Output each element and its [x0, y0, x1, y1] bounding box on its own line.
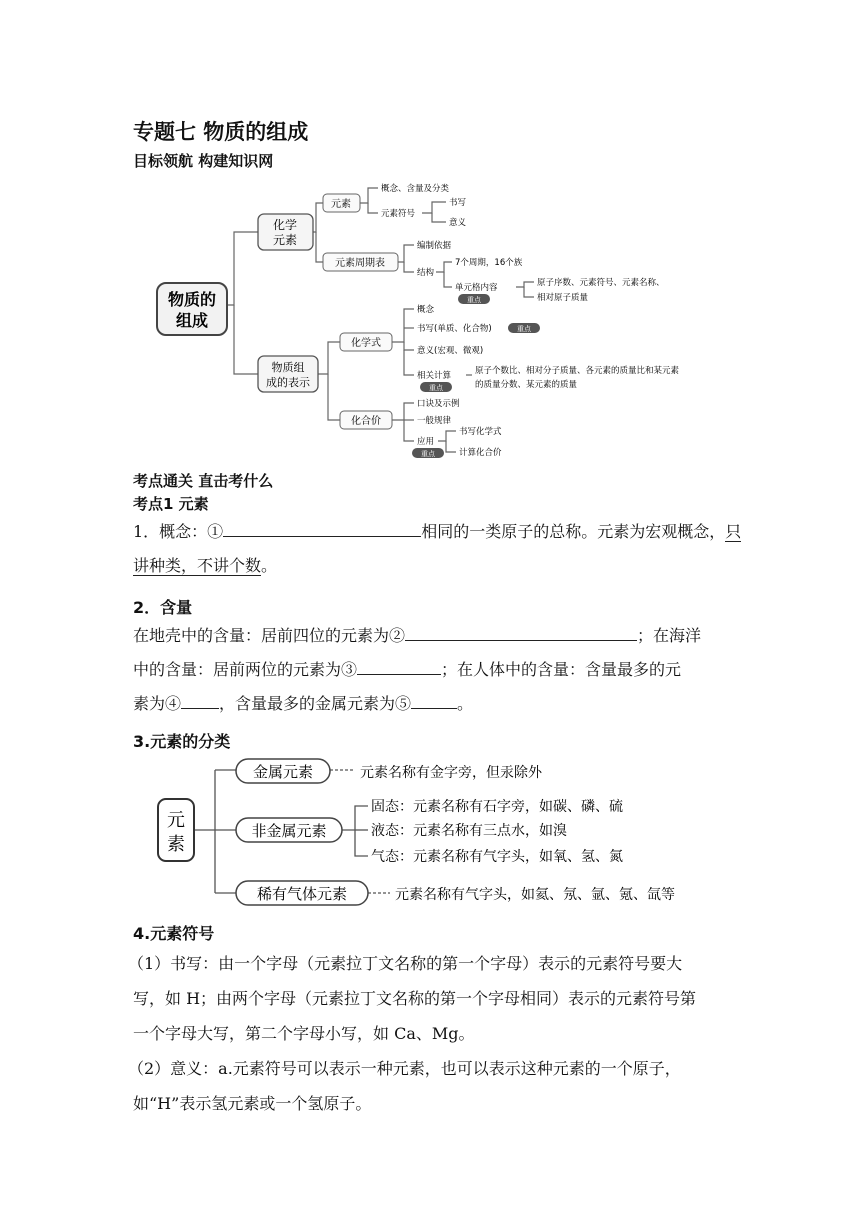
mindmap-cell-content-line2: 相对原子质量	[537, 293, 589, 303]
mindmap-branch1-line2: 元素	[272, 233, 298, 247]
mindmap-valence-application: 应用	[417, 437, 435, 447]
content-text-d: ；在人体中的含量：含量最多的元	[441, 660, 682, 679]
mindmap-periodic-label: 元素周期表	[335, 258, 385, 269]
rare-gas-note: 元素名称有气字头，如氦、氖、氩、氪、氙等	[395, 887, 675, 903]
mindmap-branch2-line1: 物质组	[271, 361, 305, 374]
mindmap-valence-rhyme: 口诀及示例	[417, 399, 460, 409]
classification-heading: 3.元素的分类	[133, 732, 231, 751]
symbol-heading: 4.元素符号	[133, 924, 215, 943]
nonmetal-gas: 气态：元素名称有气字头，如氧、氢、氮	[371, 849, 623, 865]
rare-gas-element-label: 稀有气体元素	[256, 885, 348, 903]
mindmap-calc-line1: 原子个数比、相对分子质量、各元素的质量比和某元素	[475, 366, 680, 376]
mindmap-formula-concept: 概念	[417, 305, 435, 315]
concept-label: 1．概念：①	[133, 522, 224, 541]
mindmap-symbol-writing: 书写	[449, 198, 467, 208]
mindmap-periodic-basis: 编制依据	[417, 241, 452, 251]
content-text-e: 素为④	[133, 694, 182, 713]
topic-1-heading: 考点1 元素	[133, 495, 209, 513]
section-subtitle-1: 目标领航 构建知识网	[133, 152, 274, 170]
symbol-writing-line-2: 写，如 H；由两个字母（元素拉丁文名称的第一个字母相同）表示的元素符号第	[133, 989, 697, 1008]
mindmap-valence-rules: 一般规律	[417, 416, 452, 426]
nonmetal-element-label: 非金属元素	[251, 822, 327, 840]
mindmap-badge-2-text: 重点	[517, 325, 531, 333]
page-title: 专题七 物质的组成	[133, 120, 309, 144]
mindmap-formula-label: 化学式	[351, 338, 381, 349]
symbol-meaning-line-2: 如“H”表示氢元素或一个氢原子。	[133, 1094, 372, 1113]
mindmap-app-calc-valence: 计算化合价	[459, 448, 502, 458]
section-subtitle-2: 考点通关 直击考什么	[133, 472, 274, 490]
mindmap-calc-line2: 的质量分数、某元素的质量	[475, 380, 578, 390]
mindmap-branch1-line1: 化学	[272, 218, 298, 232]
symbol-meaning-line-1: （2）意义：a.元素符号可以表示一种元素，也可以表示这种元素的一个原子，	[128, 1059, 681, 1078]
content-text-f: ，含量最多的金属元素为⑤	[219, 694, 412, 713]
mindmap-structure-periods: 7个周期，16个族	[455, 258, 523, 268]
mindmap-formula-writing: 书写(单质、化合物)	[417, 324, 492, 334]
mindmap-badge-1-text: 重点	[467, 296, 481, 304]
mindmap-periodic-structure: 结构	[417, 268, 435, 278]
concept-text: 相同的一类原子的总称。元素为宏观概念，	[421, 522, 726, 541]
mindmap-badge-3-text: 重点	[429, 384, 443, 392]
mindmap-cell-content-line1: 原子序数、元素符号、元素名称、	[537, 278, 665, 288]
concept-end: 。	[261, 556, 278, 575]
mindmap-root-line2: 组成	[175, 311, 209, 330]
mindmap-symbol-label: 元素符号	[381, 209, 416, 219]
mindmap-branch2-line2: 成的表示	[266, 376, 310, 389]
mindmap-valence-label: 化合价	[351, 416, 381, 427]
mindmap-element-child: 概念、含量及分类	[381, 184, 450, 194]
nonmetal-solid: 固态：元素名称有石字旁，如碳、磷、硫	[371, 799, 623, 815]
classification-root-line1: 元	[167, 810, 185, 831]
content-text-a: 在地壳中的含量：居前四位的元素为②	[133, 626, 406, 645]
content-text-g: 。	[457, 694, 474, 713]
mindmap-structure-cell: 单元格内容	[455, 283, 498, 293]
concept-underlined-2: 讲种类，不讲个数	[133, 556, 262, 575]
metal-element-label: 金属元素	[252, 763, 314, 781]
symbol-writing-line-1: （1）书写：由一个字母（元素拉丁文名称的第一个字母）表示的元素符号要大	[128, 954, 683, 973]
content-heading: 2．含量	[133, 598, 193, 617]
content-text-b: ；在海洋	[637, 626, 702, 645]
symbol-writing-line-3: 一个字母大写，第二个字母小写，如 Ca、Mg。	[133, 1024, 475, 1043]
mindmap-symbol-meaning: 意义	[449, 218, 467, 228]
mindmap-formula-calc: 相关计算	[417, 371, 452, 381]
metal-element-note: 元素名称有金字旁，但汞除外	[360, 765, 542, 781]
mindmap-formula-meaning: 意义(宏观、微观)	[417, 346, 484, 356]
mindmap-app-write-formula: 书写化学式	[459, 427, 502, 437]
mindmap-element-label: 元素	[331, 199, 351, 210]
mindmap-root-line1: 物质的	[167, 290, 217, 309]
nonmetal-liquid: 液态：元素名称有三点水，如溴	[371, 823, 567, 839]
concept-underlined-1: 只	[725, 522, 742, 541]
classification-root-line2: 素	[167, 834, 185, 855]
content-text-c: 中的含量：居前两位的元素为③	[133, 660, 358, 679]
mindmap-badge-4-text: 重点	[421, 450, 435, 458]
